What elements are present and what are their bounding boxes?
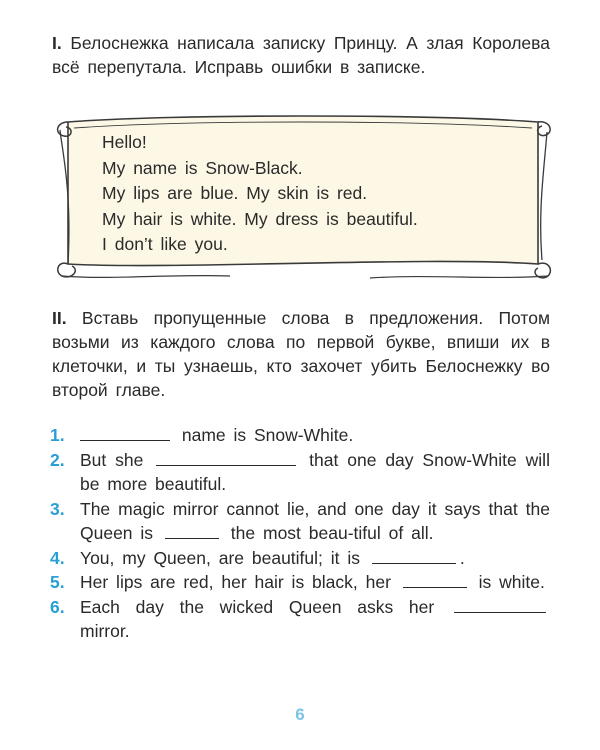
page-number: 6 — [295, 705, 305, 724]
item-number: 2. — [50, 449, 65, 470]
task-1-numeral: I. — [52, 33, 62, 53]
item-text-after: mirror. — [80, 621, 130, 641]
prince-note — [102, 130, 522, 258]
task-2-numeral: II. — [52, 308, 67, 328]
note-line: I don’t like you. — [102, 234, 228, 254]
item-text-after: the most beau-tiful of all. — [230, 523, 434, 543]
task-1-instructions — [52, 31, 550, 79]
item-text-after: name is Snow-White. — [181, 425, 354, 445]
answer-blank[interactable] — [403, 571, 467, 588]
list-item — [50, 448, 550, 497]
task-2-instructions — [52, 306, 550, 402]
fill-in-list — [50, 423, 550, 644]
item-text-before: But she — [80, 449, 144, 470]
answer-blank[interactable] — [454, 596, 546, 613]
note-line: My name is Snow-Black. — [102, 157, 303, 178]
item-number: 6. — [50, 596, 65, 617]
note-line: My hair is white. My dress is beautiful. — [102, 208, 418, 229]
list-item — [50, 546, 550, 571]
answer-blank[interactable] — [80, 424, 170, 441]
item-number: 4. — [50, 547, 65, 568]
item-text-before: You, my Queen, are beautiful; it is — [80, 547, 361, 568]
item-text-after: . — [459, 547, 465, 568]
note-line: My lips are blue. My skin is red. — [102, 183, 368, 203]
item-number: 3. — [50, 498, 65, 519]
item-text-before: Her lips are red, her hair is black, her — [80, 572, 391, 592]
list-item — [50, 423, 550, 448]
answer-blank[interactable] — [165, 522, 219, 539]
item-text-after: that one day Snow-White will be more beautiful. — [80, 449, 550, 494]
answer-blank[interactable] — [372, 547, 456, 564]
item-number: 5. — [50, 572, 65, 592]
task-2-text: Вставь пропущенные слова в предложения. Потом возьми из каждого слова по первой букве, впиши их в клеточки, и ты узнаешь, кто захочет убить Белоснежку во второй главе. — [52, 308, 550, 400]
note-line: Hello! — [102, 132, 147, 152]
list-item — [50, 595, 550, 644]
task-1-text: Белоснежка написала записку Принцу. А злая Королева всё перепутала. Исправь ошибки в записке. — [52, 33, 550, 77]
answer-blank[interactable] — [156, 449, 296, 466]
item-text-before: The magic mirror cannot lie, and one day it says that the Queen is — [80, 498, 550, 543]
item-number: 1. — [50, 425, 65, 445]
item-text-after: is white. — [478, 572, 545, 592]
list-item — [50, 570, 550, 595]
item-text-before: Each day the wicked Queen asks her — [80, 596, 435, 617]
list-item — [50, 497, 550, 546]
